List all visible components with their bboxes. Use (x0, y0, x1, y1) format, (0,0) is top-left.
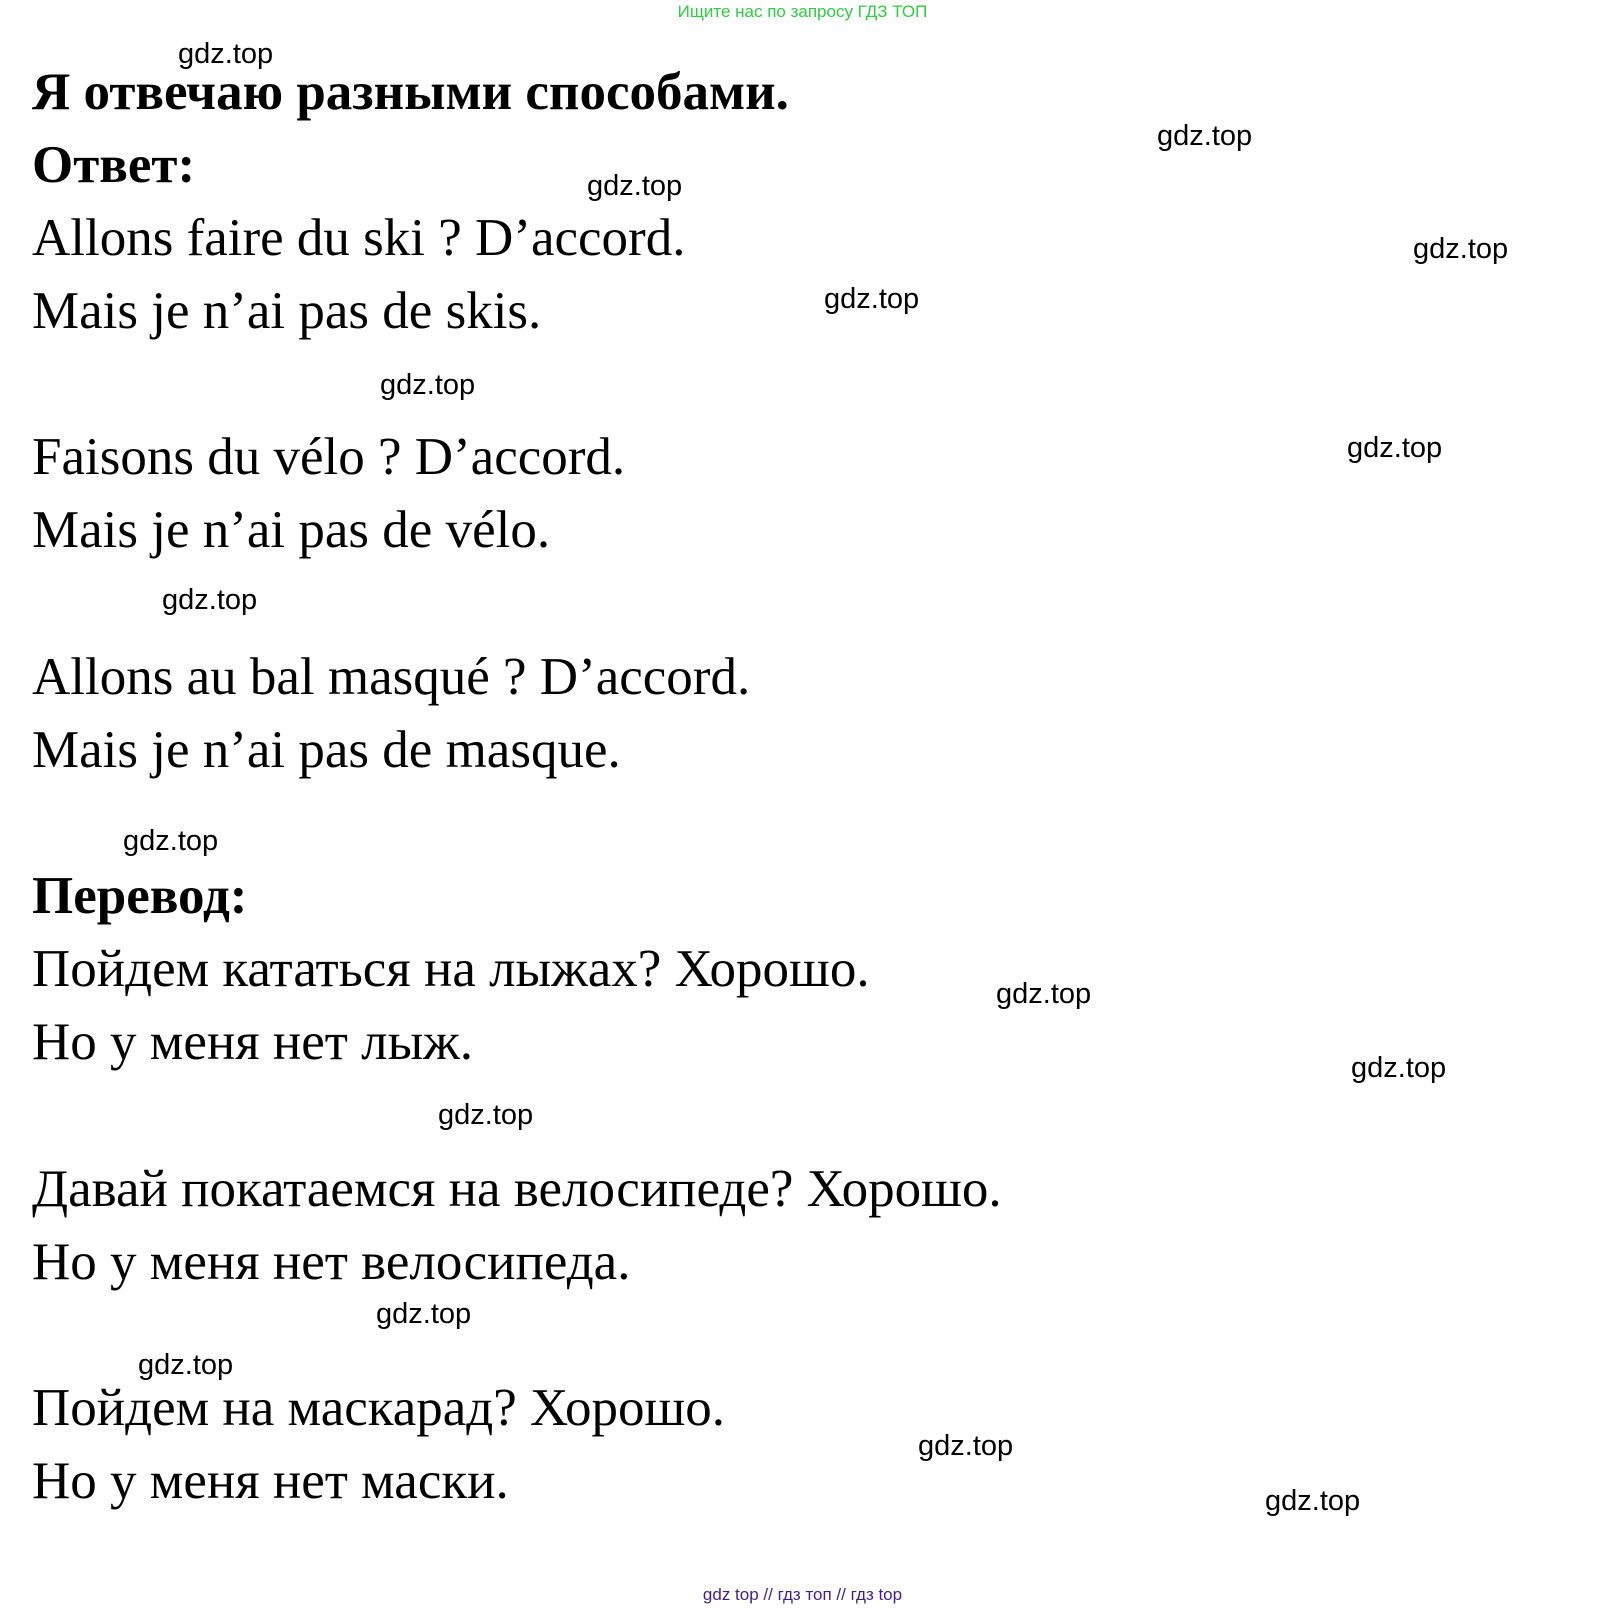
watermark: gdz.top (824, 283, 920, 315)
watermark: gdz.top (380, 369, 476, 401)
footer: gdz top // гдз топ // гдз top (702, 1585, 903, 1604)
translation-line: Но у меня нет лыж. (32, 1013, 474, 1071)
watermark: gdz.top (1347, 432, 1443, 464)
answer-line: Mais je n’ai pas de masque. (32, 721, 621, 779)
page-title: Я отвечаю разными способами. (32, 63, 789, 121)
translation-line: Но у меня нет велосипеда. (32, 1233, 631, 1291)
watermark: gdz.top (1265, 1485, 1361, 1517)
answer-line: Faisons du vélo ? D’accord. (32, 428, 626, 486)
top-banner: Ищите нас по запросу ГДЗ ТОП (677, 2, 928, 21)
watermark: gdz.top (918, 1430, 1014, 1462)
watermark: gdz.top (162, 584, 258, 616)
translation-line: Пойдем кататься на лыжах? Хорошо. (32, 940, 870, 998)
watermark: gdz.top (1413, 233, 1509, 265)
watermark: gdz.top (1351, 1052, 1447, 1084)
watermark: gdz.top (996, 978, 1092, 1010)
translation-heading: Перевод: (32, 867, 248, 925)
translation-line: Но у меня нет маски. (32, 1452, 509, 1510)
watermark: gdz.top (123, 825, 219, 857)
watermark: gdz.top (1157, 120, 1253, 152)
watermark: gdz.top (138, 1349, 234, 1381)
answer-line: Mais je n’ai pas de skis. (32, 282, 542, 340)
watermark: gdz.top (587, 170, 683, 202)
translation-line: Давай покатаемся на велосипеде? Хорошо. (32, 1160, 1002, 1218)
answer-line: Allons faire du ski ? D’accord. (32, 209, 686, 267)
answer-line: Allons au bal masqué ? D’accord. (32, 648, 751, 706)
answer-line: Mais je n’ai pas de vélo. (32, 501, 551, 559)
translation-line: Пойдем на маскарад? Хорошо. (32, 1379, 726, 1437)
answer-heading: Ответ: (32, 136, 196, 194)
watermark: gdz.top (376, 1298, 472, 1330)
watermark: gdz.top (178, 38, 274, 70)
watermark: gdz.top (438, 1099, 534, 1131)
